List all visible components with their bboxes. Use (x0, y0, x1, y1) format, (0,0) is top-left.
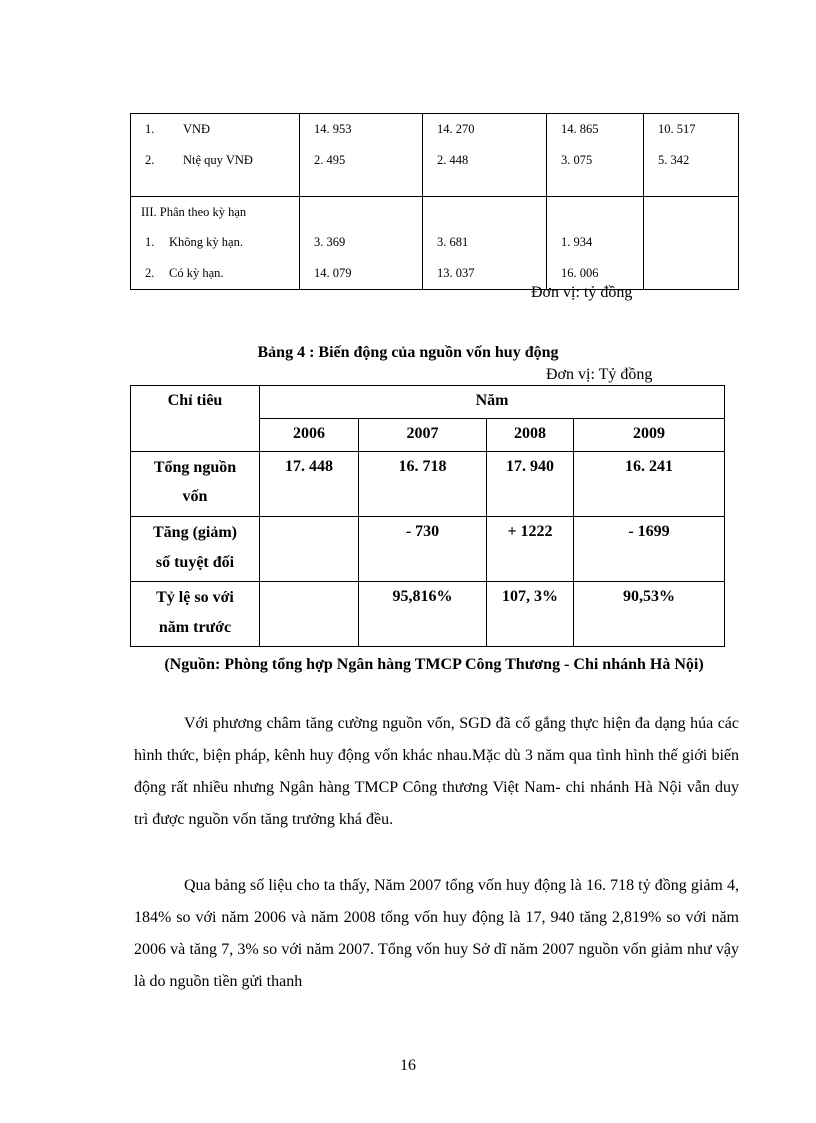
paragraph: Với phương châm tăng cường nguồn vốn, SGD đã cố gắng thực hiện đa dạng húa các hình thức, biện pháp, kênh huy động vốn khác nhau.Mặc dù 3 năm qua tình hình thế giới biến động rất nhiều nhưng Ngân hàng TMCP Công thương Việt Nam- chi nhánh Hà Nội vẫn duy trì được nguồn vốn tăng trưởng khá đều. (134, 715, 739, 828)
value: 14. 270 (437, 122, 475, 136)
table-row (131, 197, 739, 290)
row-label: Tăng (giảm) số tuyệt đối (131, 517, 260, 582)
header-indicator: Chỉ tiêu (131, 386, 260, 452)
row-label-text: Có kỳ hạn. (169, 266, 224, 280)
table-cell (547, 197, 644, 290)
value (658, 258, 738, 289)
value: 3. 075 (561, 153, 593, 167)
year-2009: 2009 (574, 419, 725, 452)
table-cell: 17. 940 (487, 452, 574, 517)
table-cell (423, 114, 547, 197)
paragraph: Qua bảng số liệu cho ta thấy, Năm 2007 tổng vốn huy động là 16. 718 tỷ đồng giảm 4, 184% so với năm 2006 và năm 2008 tổng vốn huy động là 17, 940 tăng 2,819% so với năm 2006 và tăng 7, 3% so với năm 2007. Tổng vốn huy Sở dĩ năm 2007 nguồn vốn giảm như vậy là do nguồn tiền gửi thanh (134, 877, 739, 990)
table4-unit: Đơn vị: Tỷ đồng (546, 366, 653, 383)
table-row (131, 452, 725, 517)
row-label: Tổng nguồn vốn (131, 452, 260, 517)
year-2007: 2007 (359, 419, 487, 452)
value: 10. 517 (658, 122, 696, 136)
table-cell: + 1222 (487, 517, 574, 582)
capital-change-table (130, 385, 725, 647)
table1-unit: Đơn vị: tỷ đồng (531, 284, 633, 301)
value: 14. 079 (314, 266, 352, 280)
table-cell: 95,816% (359, 582, 487, 647)
value: 3. 369 (314, 235, 346, 249)
table-cell: 16. 241 (574, 452, 725, 517)
funding-breakdown-table (130, 113, 739, 290)
table-cell (547, 114, 644, 197)
table-cell (644, 114, 739, 197)
table-cell-labels (131, 197, 300, 290)
table-row (131, 114, 739, 197)
section-title: III. Phân theo kỳ hạn (141, 205, 247, 219)
table-cell (260, 582, 359, 647)
year-2008: 2008 (487, 419, 574, 452)
table-cell (300, 114, 423, 197)
row-label (145, 114, 299, 145)
table-cell: 107, 3% (487, 582, 574, 647)
value (658, 227, 738, 258)
table-cell: 17. 448 (260, 452, 359, 517)
header-year: Năm (260, 386, 725, 419)
value: 2. 448 (437, 153, 469, 167)
row-label-text: Ntệ quy VNĐ (183, 153, 253, 167)
row-number: 1. (145, 122, 155, 136)
table-cell (423, 197, 547, 290)
value: 5. 342 (658, 153, 690, 167)
row-label-text: VNĐ (183, 122, 211, 136)
row-label-text: Không kỳ hạn. (169, 235, 243, 249)
row-number: 1. (145, 235, 155, 249)
table4-title: Bảng 4 : Biến động của nguồn vốn huy động (257, 344, 559, 361)
source-note: (Nguồn: Phòng tổng hợp Ngân hàng TMCP Công Thương - Chi nhánh Hà Nội) (164, 656, 704, 673)
year-2006: 2006 (260, 419, 359, 452)
table-cell (300, 197, 423, 290)
table-row (131, 517, 725, 582)
value: 2. 495 (314, 153, 346, 167)
page-number: 16 (400, 1057, 416, 1074)
value: 14. 953 (314, 122, 352, 136)
row-label (145, 227, 299, 258)
table-cell: 16. 718 (359, 452, 487, 517)
value: 16. 006 (561, 266, 599, 280)
row-label: Tỷ lệ so với năm trước (131, 582, 260, 647)
row-label (145, 258, 299, 289)
table-cell: - 1699 (574, 517, 725, 582)
value: 3. 681 (437, 235, 469, 249)
row-number: 2. (145, 153, 155, 167)
table-cell (260, 517, 359, 582)
row-label (145, 145, 299, 176)
table-row (131, 582, 725, 647)
table-cell: - 730 (359, 517, 487, 582)
value: 13. 037 (437, 266, 475, 280)
value: 1. 934 (561, 235, 593, 249)
table-cell (644, 197, 739, 290)
row-number: 2. (145, 266, 155, 280)
value: 14. 865 (561, 122, 599, 136)
table-cell: 90,53% (574, 582, 725, 647)
table-cell-labels (131, 114, 300, 197)
table-header-row (131, 386, 725, 419)
